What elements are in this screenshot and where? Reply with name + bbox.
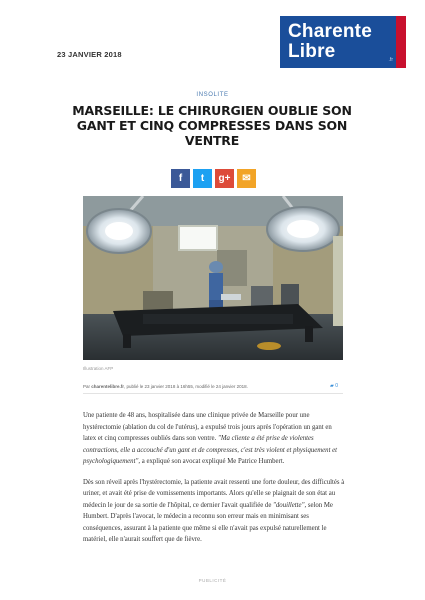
byline-dates: , publié le 23 janvier 2018 à 16h55, modifié le 24 janvier 2018. bbox=[124, 384, 248, 389]
paragraph-2-intro: Dès son réveil après l'hystérectomie, la patiente avait ressenti une forte douleur, des difficultés à uriner, et avait été prise de vomissements importants. Alors qu'elle se plaignait de son état au médecin le jour de sa sortie de l'hôpital, ce dernier l'avait qualifiée de bbox=[83, 478, 345, 509]
comment-icon: ▰ bbox=[330, 383, 334, 389]
logo-red-bar bbox=[396, 16, 406, 68]
paragraph-1-intro: Une patiente de 48 ans, hospitalisée dans une clinique privée de Marseille pour une hystérectomie (ablation du col de l'utérus), a expulsé trois jours après l'opération un gant en latex et cinq compresses oubliés dans son ventre. bbox=[83, 412, 332, 442]
comments-count: 0 bbox=[335, 383, 339, 389]
twitter-share-button[interactable] bbox=[193, 169, 212, 188]
paragraph-1 bbox=[83, 410, 345, 468]
byline-source-link[interactable]: charentelibre.fr bbox=[91, 384, 125, 389]
article-body bbox=[83, 410, 345, 555]
article-photo bbox=[83, 196, 343, 360]
paragraph-1-outro: , a expliqué son avocat expliqué Me Patrice Humbert. bbox=[138, 458, 285, 465]
google-plus-icon: g+ bbox=[218, 173, 231, 184]
paragraph-2-quote: "douillette" bbox=[273, 501, 305, 509]
byline bbox=[83, 384, 248, 389]
article-title: MARSEILLE: LE CHIRURGIEN OUBLIE SON GANT ET CINQ COMPRESSES DANS SON VENTRE bbox=[72, 103, 352, 148]
facebook-share-button[interactable] bbox=[171, 169, 190, 188]
byline-prefix: Par bbox=[83, 384, 92, 389]
mail-icon: ✉ bbox=[242, 173, 251, 184]
paragraph-1-quote: "Ma cliente a été prise de violentes contractions, elle a accouché d'un gant et de compresses, c'est très violent et physiquement et psychologiquement" bbox=[83, 435, 338, 465]
email-share-button[interactable] bbox=[237, 169, 256, 188]
advertisement-label: PUBLICITÉ bbox=[198, 578, 227, 583]
logo-line2: Libre bbox=[288, 41, 336, 62]
logo-line1: Charente bbox=[288, 21, 372, 42]
paragraph-2 bbox=[83, 477, 345, 546]
divider bbox=[83, 393, 343, 394]
comments-counter[interactable] bbox=[330, 383, 338, 389]
share-buttons bbox=[171, 169, 256, 188]
facebook-icon: f bbox=[178, 173, 183, 184]
logo-tld: .fr bbox=[388, 57, 393, 63]
google-plus-share-button[interactable] bbox=[215, 169, 234, 188]
publication-date: 23 JANVIER 2018 bbox=[57, 50, 122, 59]
paragraph-2-outro: , selon Me Humbert. D'après l'avocat, le médecin a reconnu son erreur mais en minimisant ses conséquences, assurant à la patiente que même si elle n'avait pas expulsé naturellement le matériel, elle n'aurait souffert que de fièvre. bbox=[83, 501, 333, 543]
photo-caption: Illustration AFP bbox=[83, 366, 114, 371]
twitter-icon: t bbox=[200, 173, 205, 184]
charente-libre-logo[interactable] bbox=[280, 16, 406, 68]
category-label[interactable]: INSOLITE bbox=[196, 92, 229, 98]
